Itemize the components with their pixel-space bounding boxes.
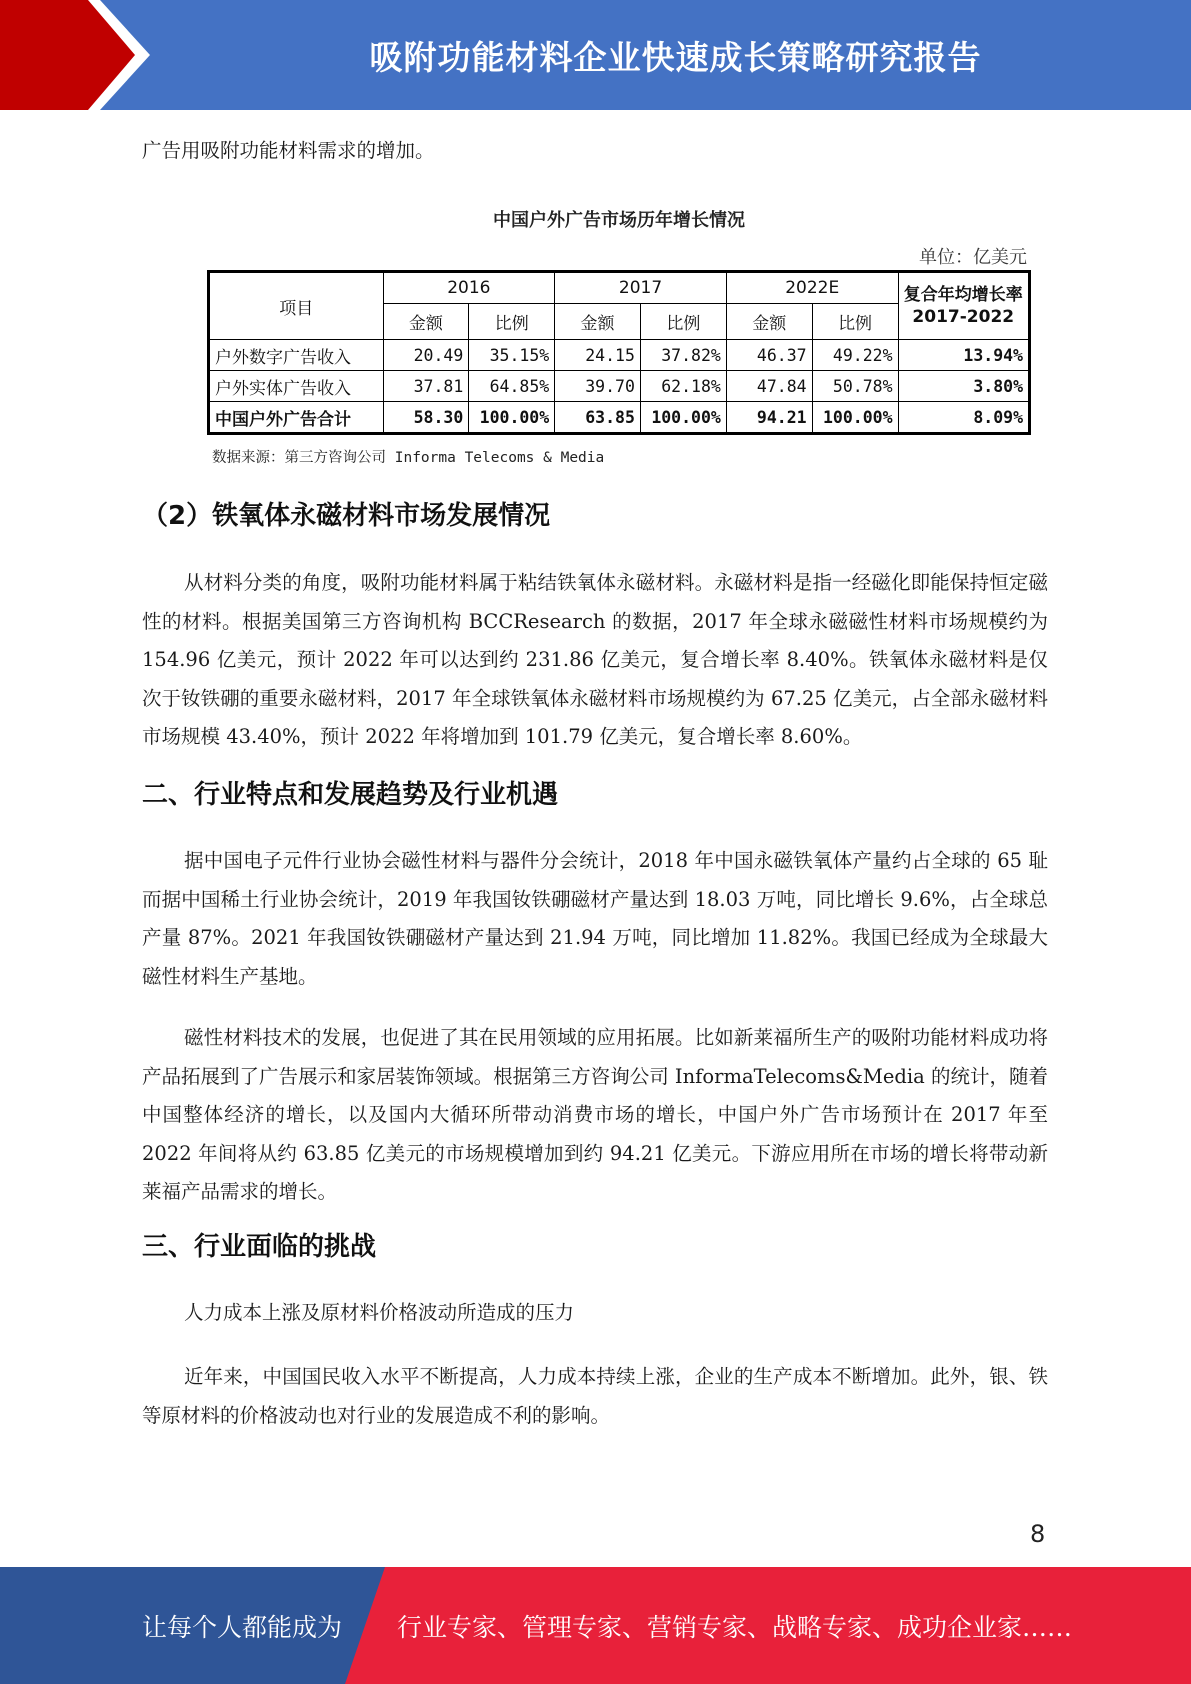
cell-ratio: 37.82%	[640, 340, 726, 371]
footer-slogan-left: 让每个人都能成为	[142, 1612, 343, 1642]
year-header: 2022E	[726, 272, 898, 304]
section-heading-two: 二、行业特点和发展趋势及行业机遇	[142, 780, 559, 810]
ratio-header: 比例	[640, 304, 726, 340]
ratio-header: 比例	[812, 304, 898, 340]
page-header	[0, 0, 1191, 110]
row-label: 户外实体广告收入	[209, 371, 384, 402]
item-header: 项目	[209, 272, 384, 340]
cell-amount: 94.21	[726, 402, 812, 434]
section-two-paragraph-2: 磁性材料技术的发展，也促进了其在民用领域的应用拓展。比如新莱福所生产的吸附功能材料成功将产品拓展到了广告展示和家居装饰领域。根据第三方咨询公司 InformaTelecoms&Media 的统计，随着中国整体经济的增长，以及国内大循环所带动消费市场的增长，中国户外广告市场预计在 2017 年至 2022 年间将从约 63.85 亿美元的市场规模增加到约 94.21 亿美元。下游应用所在市场的增长将带动新莱福产品需求的增长。	[142, 1026, 1048, 1203]
row-label: 户外数字广告收入	[209, 340, 384, 371]
page-footer	[0, 1567, 1191, 1684]
footer-slogan-right: 行业专家、管理专家、营销专家、战略专家、成功企业家……	[397, 1612, 1073, 1642]
table-caption: 中国户外广告市场历年增长情况	[493, 210, 745, 231]
ferrite-paragraph: 从材料分类的角度，吸附功能材料属于粘结铁氧体永磁材料。永磁材料是指一经磁化即能保持恒定磁性的材料。根据美国第三方咨询机构 BCCResearch 的数据，2017 年全球永磁磁性材料市场规模约为 154.96 亿美元，预计 2022 年可以达到约 231.86 亿美元，复合增长率 8.40%。铁氧体永磁材料是仅次于钕铁硼的重要永磁材料，2017 年全球铁氧体永磁材料市场规模约为 67.25 亿美元，占全部永磁材料市场规模 43.40%，预计 2022 年将增加到 101.79 亿美元，复合增长率 8.60%。	[142, 571, 1048, 748]
cagr-header: 复合年均增长率 2017-2022	[898, 272, 1029, 340]
cell-ratio: 100.00%	[640, 402, 726, 434]
cell-amount: 20.49	[383, 340, 469, 371]
cell-ratio: 49.22%	[812, 340, 898, 371]
row-label: 中国户外广告合计	[209, 402, 384, 434]
table-row	[209, 371, 1030, 402]
amount-header: 金额	[726, 304, 812, 340]
cell-amount: 37.81	[383, 371, 469, 402]
cell-ratio: 64.85%	[469, 371, 555, 402]
cell-amount: 63.85	[555, 402, 641, 434]
cell-ratio: 50.78%	[812, 371, 898, 402]
table-row-total	[209, 402, 1030, 434]
cell-amount: 58.30	[383, 402, 469, 434]
cell-amount: 24.15	[555, 340, 641, 371]
cell-amount: 46.37	[726, 340, 812, 371]
section-two-paragraph-1: 据中国电子元件行业协会磁性材料与器件分会统计，2018 年中国永磁铁氧体产量约占全球的 65 耻而据中国稀土行业协会统计，2019 年我国钕铁硼磁材产量达到 18.03 万吨，同比增长 9.6%，占全球总产量 87%。2021 年我国钕铁硼磁材产量达到 21.94 万吨，同比增加 11.82%。我国已经成为全球最大磁性材料生产基地。	[142, 849, 1048, 988]
cell-cagr: 3.80%	[898, 371, 1029, 402]
amount-header: 金额	[555, 304, 641, 340]
cell-ratio: 62.18%	[640, 371, 726, 402]
intro-text: 广告用吸附功能材料需求的增加。	[142, 139, 435, 162]
cell-ratio: 100.00%	[469, 402, 555, 434]
table-header-row	[209, 272, 1030, 304]
section-heading-ferrite: （2）铁氧体永磁材料市场发展情况	[142, 501, 551, 531]
section-three-subheading: 人力成本上涨及原材料价格波动所造成的压力	[184, 1301, 575, 1324]
table-row	[209, 340, 1030, 371]
table-unit: 单位：亿美元	[919, 247, 1027, 268]
cell-cagr: 8.09%	[898, 402, 1029, 434]
cell-ratio: 35.15%	[469, 340, 555, 371]
header-arrow-icon	[0, 0, 160, 110]
section-three-paragraph: 近年来，中国国民收入水平不断提高，人力成本持续上涨，企业的生产成本不断增加。此外，银、铁等原材料的价格波动也对行业的发展造成不利的影响。	[142, 1365, 1048, 1427]
amount-header: 金额	[383, 304, 469, 340]
cell-amount: 39.70	[555, 371, 641, 402]
year-header: 2017	[555, 272, 727, 304]
year-header: 2016	[383, 272, 555, 304]
cell-cagr: 13.94%	[898, 340, 1029, 371]
section-heading-three: 三、行业面临的挑战	[142, 1232, 377, 1262]
page-number: 8	[1030, 1520, 1046, 1548]
ratio-header: 比例	[469, 304, 555, 340]
market-table	[207, 270, 1031, 435]
cell-ratio: 100.00%	[812, 402, 898, 434]
report-title: 吸附功能材料企业快速成长策略研究报告	[369, 37, 982, 77]
cell-amount: 47.84	[726, 371, 812, 402]
table-source: 数据来源：第三方咨询公司 Informa Telecoms & Media	[212, 450, 605, 466]
